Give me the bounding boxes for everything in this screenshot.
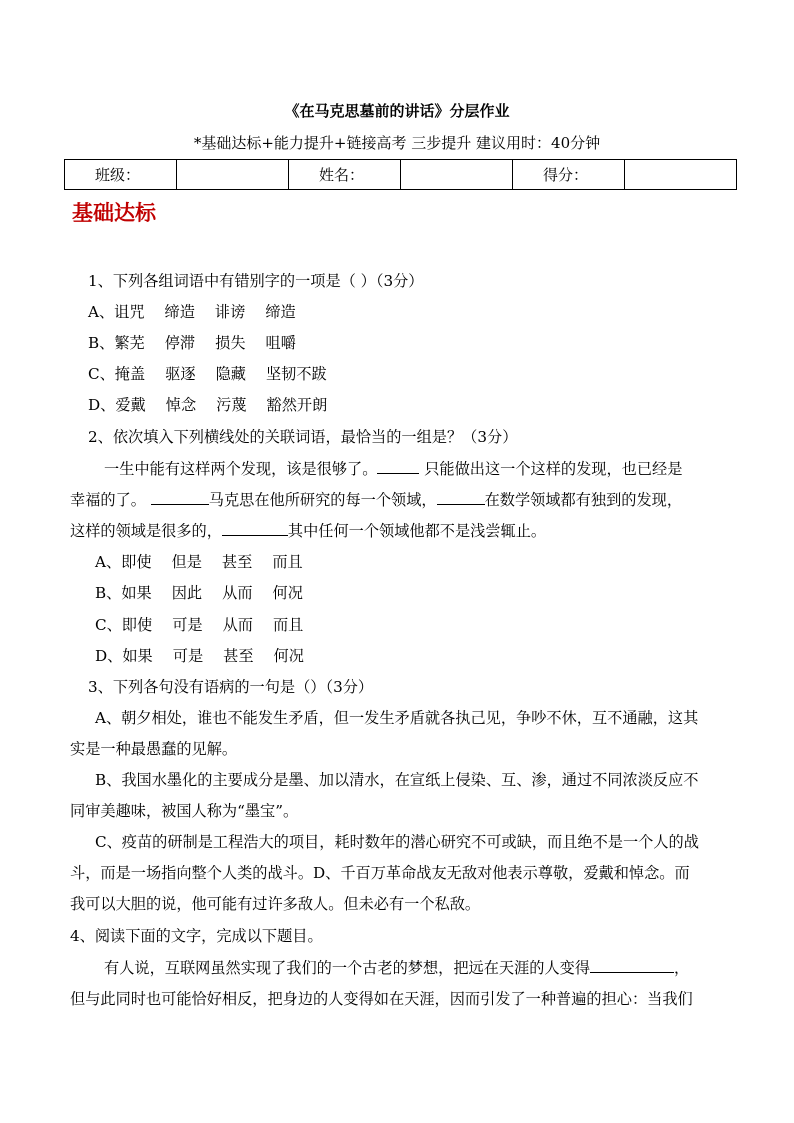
q3-option-c-line-2: 斗，而是一场指向整个人类的战斗。D、千百万革命战友无敌对他表示尊敬，爱戴和悼念。而 bbox=[70, 864, 690, 882]
q2-option-c: C、即使 可是 从而 而且 bbox=[95, 616, 304, 634]
student-info-table bbox=[64, 159, 737, 190]
q1-option-c: C、掩盖 驱逐 隐藏 坚韧不跋 bbox=[88, 365, 327, 383]
q2-stem: 2、依次填入下列横线处的关联词语，最恰当的一组是？（3分） bbox=[88, 428, 518, 446]
q2-option-b: B、如果 因此 从而 何况 bbox=[95, 584, 303, 602]
q2-option-a: A、即使 但是 甚至 而且 bbox=[95, 553, 303, 571]
q3-option-b-line-1: B、我国水墨化的主要成分是墨、加以清水，在宣纸上侵染、互、渗，通过不同浓淡反应不 bbox=[95, 771, 699, 789]
q4-p1-text-b: ， bbox=[674, 959, 690, 977]
q1-option-a: A、诅咒 缔造 诽谤 缔造 bbox=[88, 303, 296, 321]
q3-option-b-line-2: 同审美趣味，被国人称为“墨宝”。 bbox=[70, 802, 299, 820]
page-title: 《在马克思墓前的讲话》分层作业 bbox=[284, 102, 510, 120]
score-field[interactable] bbox=[625, 160, 737, 190]
q3-option-c-line-1: C、疫苗的研制是工程浩大的项目，耗时数年的潜心研究不可或缺，而且绝不是一个人的战 bbox=[95, 833, 699, 851]
q2-option-d: D、如果 可是 甚至 何况 bbox=[95, 647, 304, 665]
q3-stem: 3、下列各句没有语病的一句是（）（3分） bbox=[88, 678, 374, 696]
q4-p1-text-a: 有人说，互联网虽然实现了我们的一个古老的梦想，把远在天涯的人变得 bbox=[104, 959, 590, 977]
q1-option-d: D、爱戴 悼念 污蔑 豁然开朗 bbox=[88, 396, 328, 414]
q4-blank-1[interactable] bbox=[590, 958, 674, 973]
q3-option-a-line-1: A、朝夕相处，谁也不能发生矛盾，但一发生矛盾就各执己见，争吵不休，互不通融，这其 bbox=[95, 709, 699, 727]
q3-option-a-line-2: 实是一种最愚蠢的见解。 bbox=[70, 740, 238, 758]
q2-passage-line-3 bbox=[70, 520, 546, 541]
q2-passage-line-2 bbox=[70, 489, 682, 510]
q2-blank-1[interactable] bbox=[377, 459, 419, 474]
q2-passage-line-1 bbox=[104, 458, 682, 479]
q2-blank-3[interactable] bbox=[437, 490, 485, 505]
score-label: 得分： bbox=[513, 160, 625, 190]
class-label: 班级： bbox=[65, 160, 177, 190]
name-label: 姓名： bbox=[289, 160, 401, 190]
page-subtitle: *基础达标+能力提升+链接高考 三步提升 建议用时：40分钟 bbox=[193, 134, 601, 152]
q2-p2-text-c: 在数学领域都有独到的发现， bbox=[484, 491, 683, 509]
q2-blank-4[interactable] bbox=[222, 521, 288, 536]
q2-p1-text-a: 一生中能有这样两个发现，该是很够了。 bbox=[104, 460, 378, 478]
q2-p3-text-a: 这样的领域是很多的， bbox=[70, 522, 222, 540]
q2-p3-text-b: 其中任何一个领域他都不是浅尝辄止。 bbox=[287, 522, 547, 540]
q4-passage-line-1 bbox=[104, 957, 689, 978]
q2-p1-text-b: 只能做出这一个这样的发现，也已经是 bbox=[419, 460, 683, 478]
name-field[interactable] bbox=[401, 160, 513, 190]
q4-passage-line-2: 但与此同时也可能恰好相反，把身边的人变得如在天涯，因而引发了一种普遍的担心：当我们 bbox=[70, 990, 693, 1008]
q2-p2-text-b: 马克思在他所研究的每一个领域， bbox=[208, 491, 437, 509]
q1-stem: 1、下列各组词语中有错别字的一项是（ ）（3分） bbox=[88, 272, 424, 290]
q2-blank-2[interactable] bbox=[151, 490, 209, 505]
section-title: 基础达标 bbox=[72, 200, 156, 225]
q4-stem: 4、阅读下面的文字，完成以下题目。 bbox=[70, 927, 323, 945]
class-field[interactable] bbox=[177, 160, 289, 190]
q1-option-b: B、繁芜 停滞 损失 咀嚼 bbox=[88, 334, 296, 352]
q3-option-c-line-3: 我可以大胆的说，他可能有过许多敌人。但未必有一个私敌。 bbox=[70, 895, 481, 913]
q2-p2-text-a: 幸福的了。 bbox=[70, 491, 151, 509]
